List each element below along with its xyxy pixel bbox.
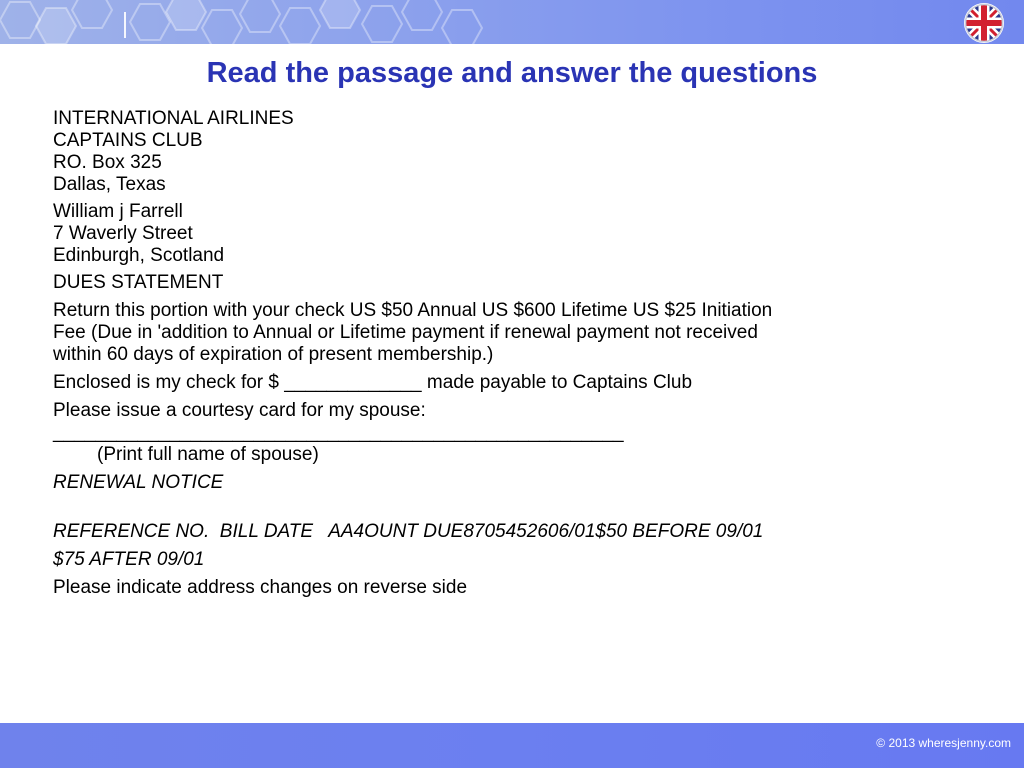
after-fee-line: $75 AFTER 09/01 bbox=[53, 549, 205, 570]
spouse-name-caption: (Print full name of spouse) bbox=[97, 444, 319, 465]
letter-body bbox=[53, 108, 953, 599]
page-title: Read the passage and answer the questions bbox=[206, 57, 818, 89]
hexagon-pattern bbox=[0, 0, 560, 44]
sender-line: Dallas, Texas bbox=[53, 174, 166, 195]
header-divider bbox=[124, 12, 126, 38]
sender-line: RO. Box 325 bbox=[53, 152, 162, 173]
sender-address bbox=[53, 108, 953, 196]
statement-heading: DUES STATEMENT bbox=[53, 272, 224, 293]
header-banner bbox=[0, 0, 1024, 44]
uk-flag-icon bbox=[963, 2, 1005, 44]
recipient-line: William j Farrell bbox=[53, 201, 183, 222]
reference-line: REFERENCE NO. BILL DATE AA4OUNT DUE8705452606/01$50 BEFORE 09/01 bbox=[53, 521, 764, 542]
recipient-address bbox=[53, 201, 953, 267]
courtesy-card-request: Please issue a courtesy card for my spouse: ______________________________________________________ (Print full name of spouse) bbox=[53, 400, 953, 466]
footer-bar bbox=[0, 723, 1024, 768]
instruction-line: within 60 days of expiration of present membership.) bbox=[53, 344, 494, 365]
recipient-line: Edinburgh, Scotland bbox=[53, 245, 225, 266]
spouse-signature-line: ______________________________________________________ bbox=[53, 422, 624, 443]
return-instructions bbox=[53, 300, 953, 366]
recipient-line: 7 Waverly Street bbox=[53, 223, 193, 244]
enclosed-check-line: Enclosed is my check for $ _____________ made payable to Captains Club bbox=[53, 372, 693, 393]
sender-line: CAPTAINS CLUB bbox=[53, 130, 203, 151]
instruction-line: Return this portion with your check US $50 Annual US $600 Lifetime US $25 Initiation bbox=[53, 300, 773, 321]
address-change-note: Please indicate address changes on reverse side bbox=[53, 577, 468, 598]
copyright-text: © 2013 wheresjenny.com bbox=[876, 736, 1011, 750]
sender-line: INTERNATIONAL AIRLINES bbox=[53, 108, 294, 129]
renewal-notice: RENEWAL NOTICE bbox=[53, 472, 224, 493]
instruction-line: Fee (Due in 'addition to Annual or Lifetime payment if renewal payment not received bbox=[53, 322, 758, 343]
